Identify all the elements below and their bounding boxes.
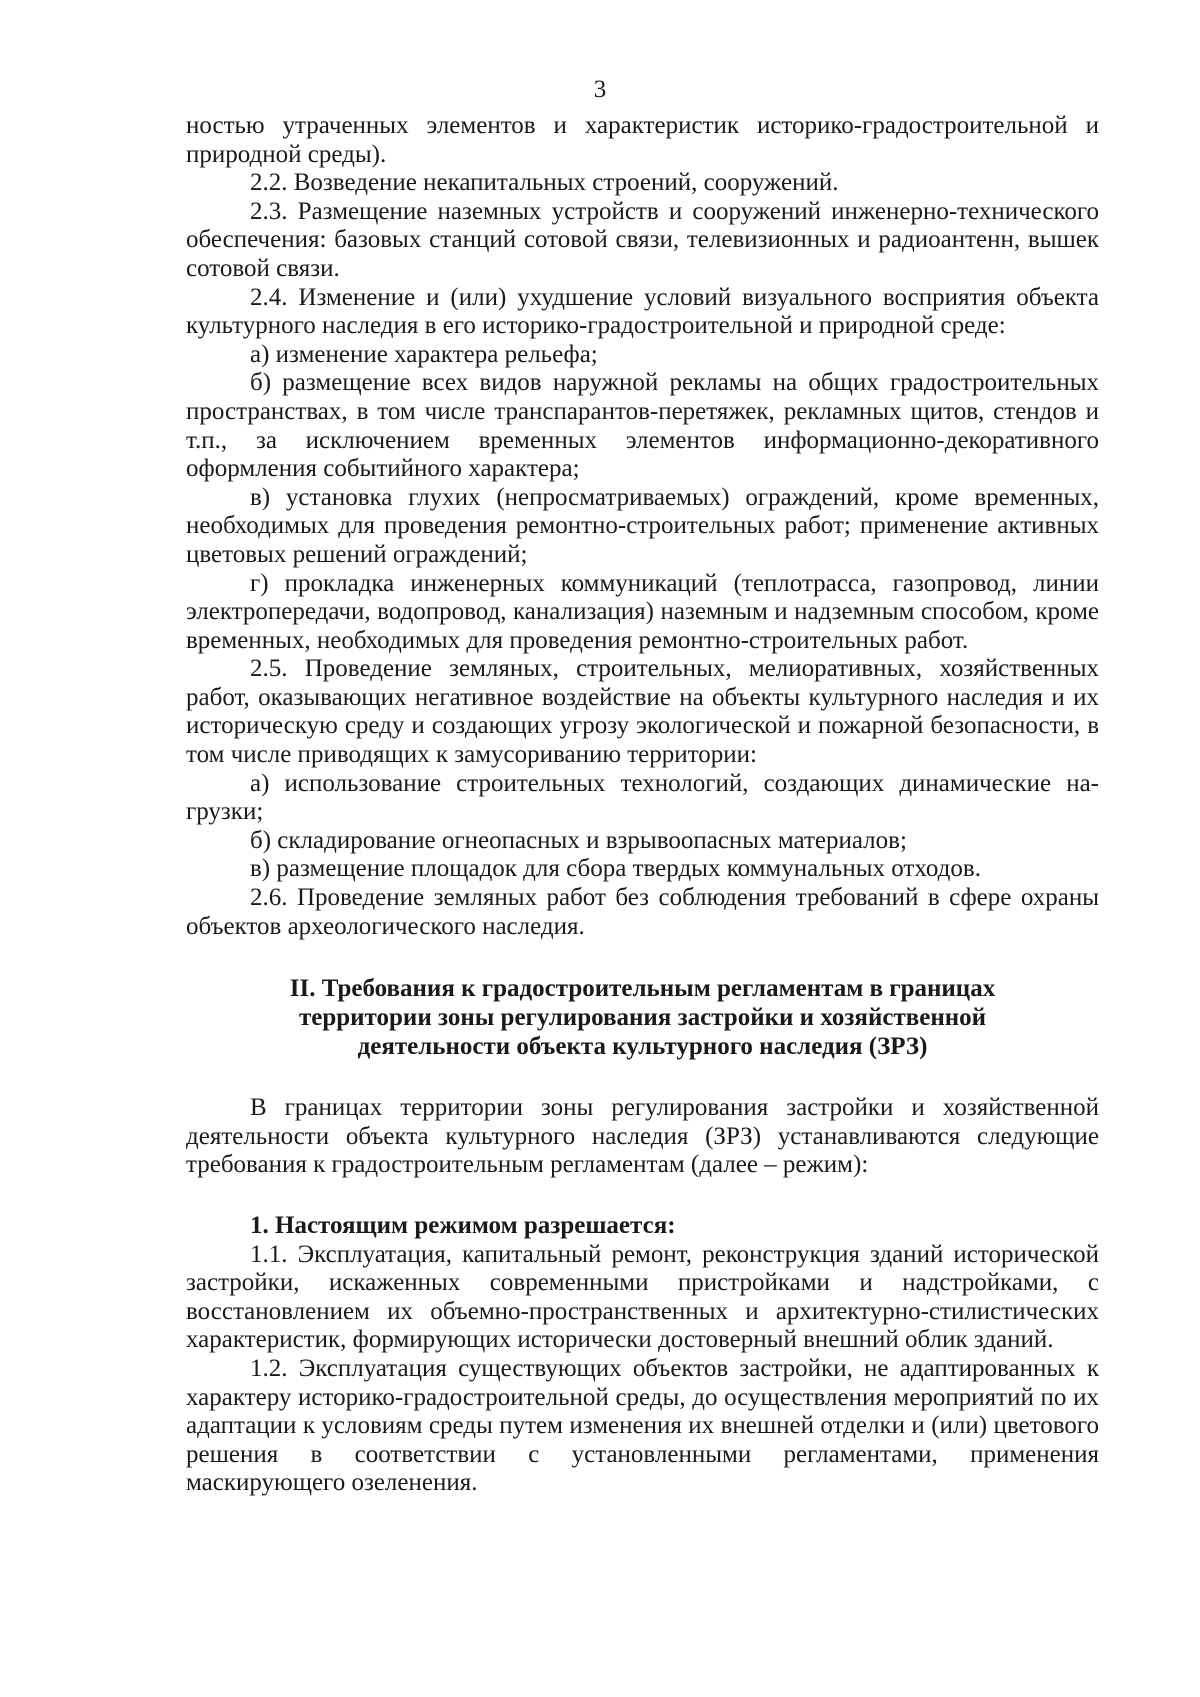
subsection-heading: 1. Настоящим режимом разрешается:: [250, 1212, 676, 1239]
paragraph-2-5-v: в) размещение площадок для сбора твердых коммунальных отходов.: [250, 855, 981, 883]
paragraph-1-2: 1.2. Эксплуатация существующих объектов застройки, не адаптированных к характеру историко-градостроительной среды, до осуществления мероприятий по их адаптации к условиям среды путем изменения их внешней отделки и (или) цветового решения в соответствии с установленными регламентами, применения маскирующего озеленения.: [186, 1354, 1099, 1497]
paragraph-2-6: 2.6. Проведение земляных работ без соблюдения требований в сфере охраны объектов археологического наследия.: [186, 884, 1099, 940]
section-heading-line: территории зоны регулирования застройки и хозяйственной: [298, 1004, 987, 1032]
paragraph-2-4-v: в) установка глухих (непросматриваемых) ограждений, кроме временных, необходимых для проведения ремонтно-строительных работ; применение активных цветовых решений ограждений;: [186, 483, 1099, 568]
paragraph-2-4-b: б) размещение всех видов наружной рекламы на общих градостроительных пространствах, в том числе транспарантов-перетяжек, рекламных щитов, стендов и т.п., за исключением временных элементов информационно-декоративного оформления событийного характера;: [186, 369, 1099, 483]
section-intro: В границах территории зоны регулирования застройки и хозяйственной деятельности объекта культурного наследия (ЗРЗ) устанавливаются следующие требования к градостроительным регламентам (далее – режим):: [186, 1094, 1099, 1179]
paragraph-2-3: 2.3. Размещение наземных устройств и сооружений инженерно-технического обеспечения: базовых станций сотовой связи, телевизионных и радиоантенн, вышек сотовой связи.: [186, 197, 1099, 282]
paragraph-continuation: ностью утраченных элементов и характеристик историко-градостроительной и природной среды).: [186, 112, 1099, 168]
paragraph-2-5-a: а) использование строительных технологий, создающих динамические нагрузки;: [186, 769, 1099, 826]
paragraph-2-4: 2.4. Изменение и (или) ухудшение условий визуального восприятия объекта культурного наследия в его историко-градостроительной и природной среде:: [186, 283, 1099, 340]
paragraph-2-5: 2.5. Проведение земляных, строительных, мелиоративных, хозяйственных работ, оказывающих негативное воздействие на объекты культурного наследия и их историческую среду и создающих угрозу экологической и пожарной безопасности, в том числе приводящих к замусориванию территории:: [186, 655, 1099, 769]
document-body: [186, 112, 1099, 1498]
paragraph-2-2: 2.2. Возведение некапитальных строений, сооружений.: [250, 169, 839, 197]
section-heading: [186, 974, 1099, 1061]
paragraph-2-5-b: б) складирование огнеопасных и взрывоопасных материалов;: [250, 826, 907, 854]
section-heading-line: II. Требования к градостроительным регламентам в границах: [289, 975, 996, 1003]
paragraph-2-4-a: а) изменение характера рельефа;: [250, 340, 598, 368]
paragraph-2-4-g: г) прокладка инженерных коммуникаций (теплотрасса, газопровод, линии электропередачи, водопровод, канализация) наземным и надземным способом, кроме временных, необходимых для проведения ремонтно-строительных работ.: [186, 569, 1099, 654]
page-number: 3: [593, 76, 607, 103]
section-heading-line: деятельности объекта культурного наследия (ЗРЗ): [357, 1033, 928, 1061]
paragraph-1-1: 1.1. Эксплуатация, капитальный ремонт, реконструкция зданий исторической застройки, искаженных современными пристройками и надстройками, с восстановлением их объемно-пространственных и архитектурно-стилистических характеристик, формирующих исторически достоверный внешний облик зданий.: [186, 1240, 1099, 1354]
